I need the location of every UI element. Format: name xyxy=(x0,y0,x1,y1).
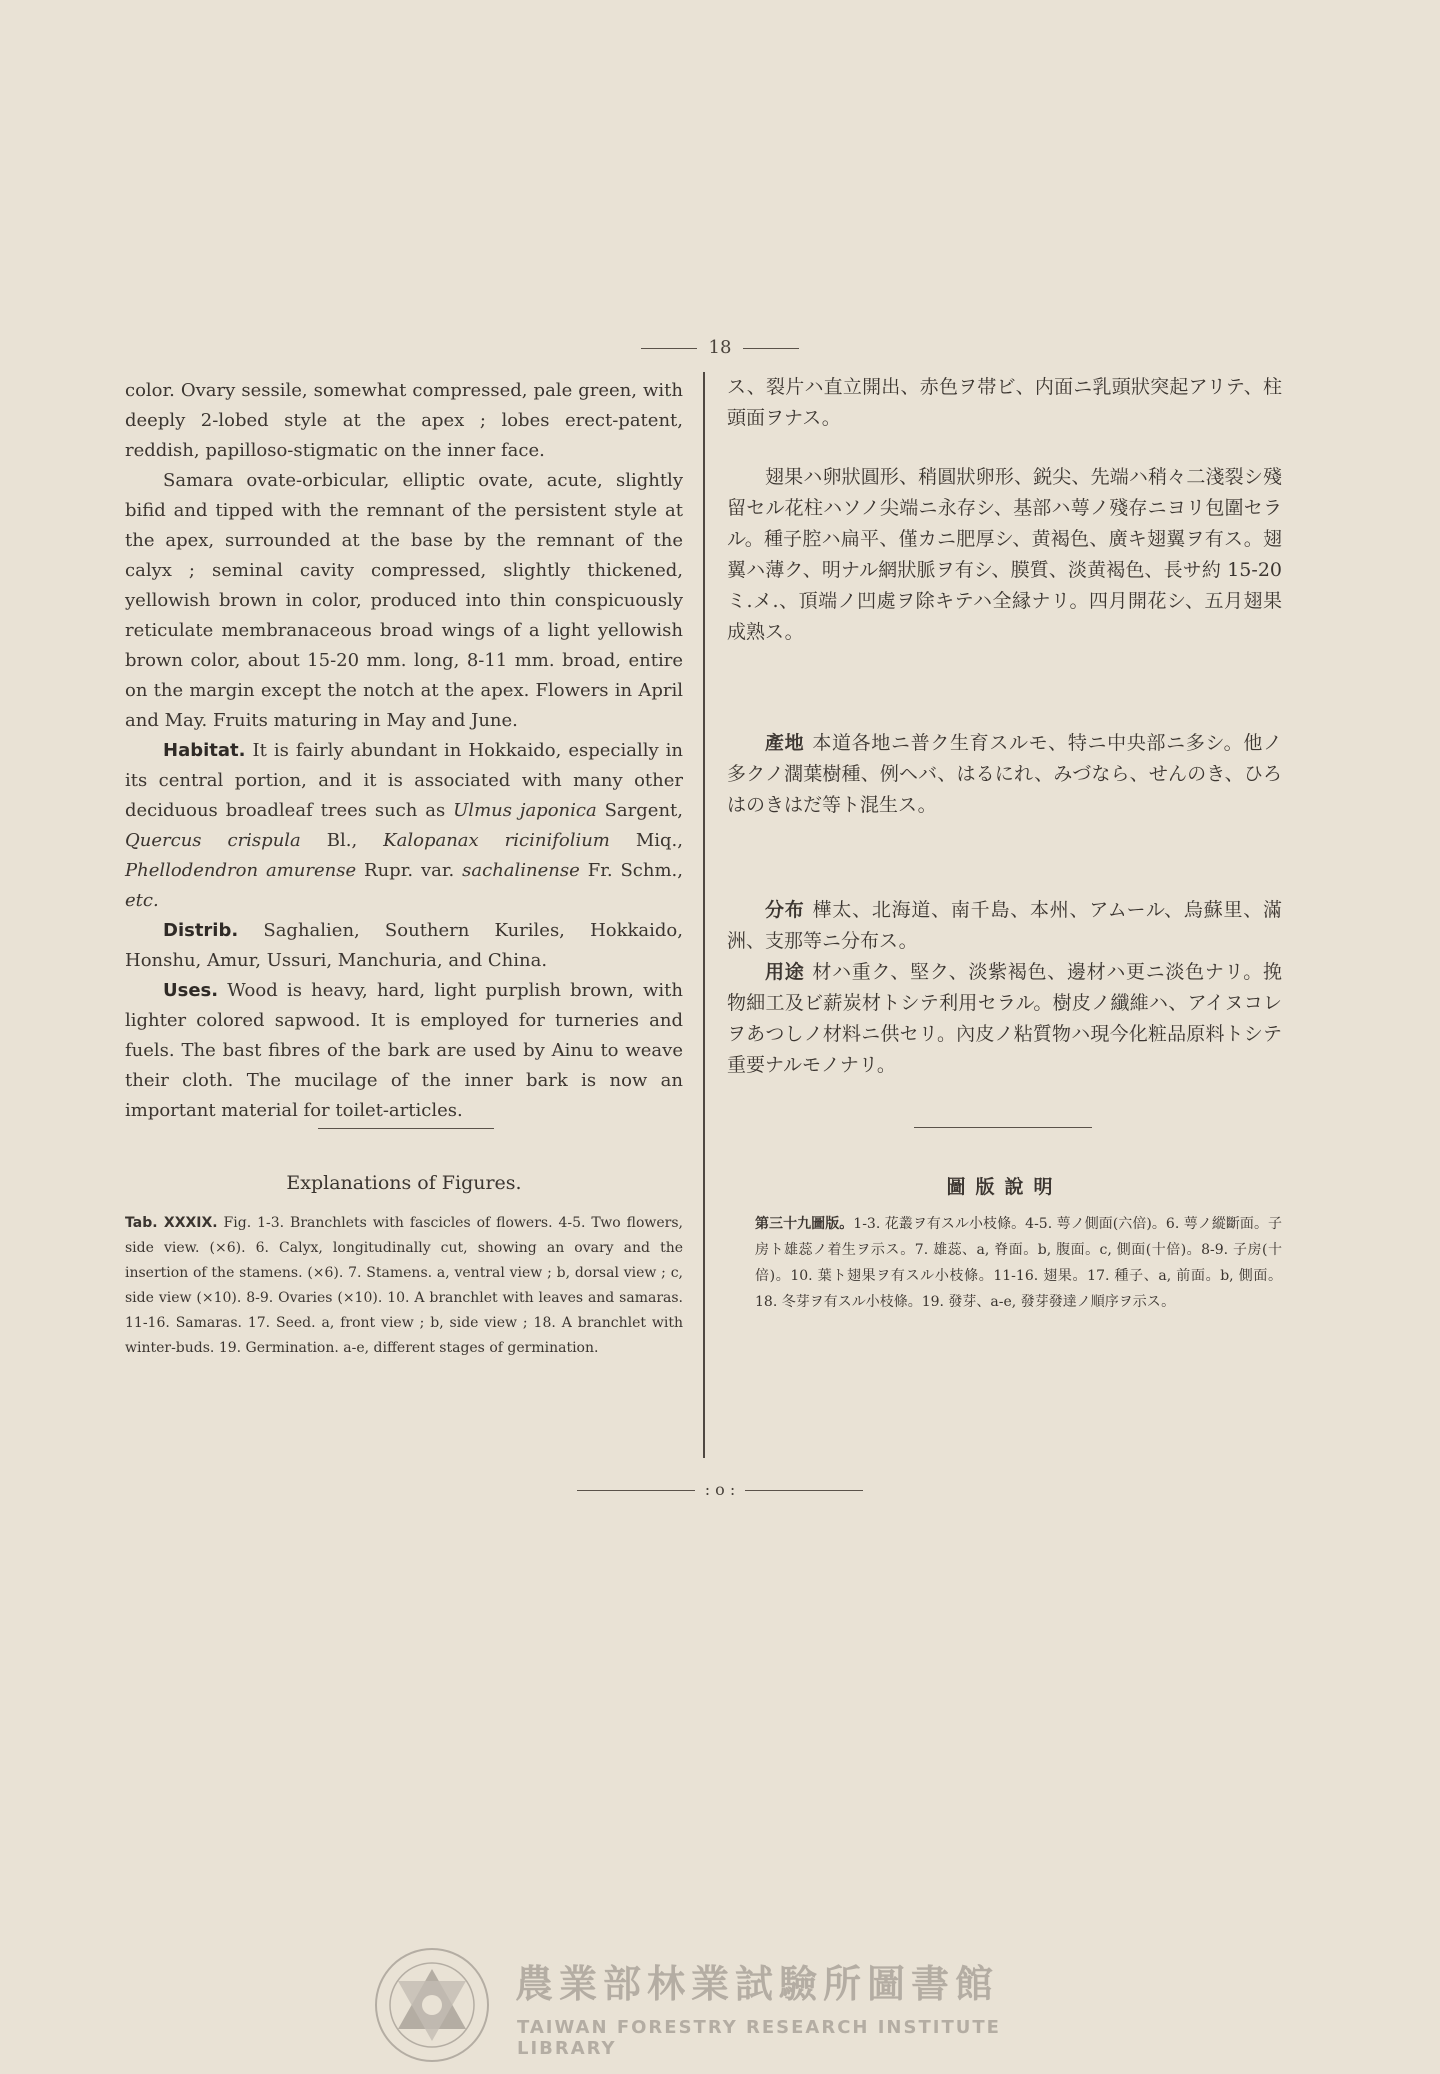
caption-jp-tab-label: 第三十九圖版。 xyxy=(755,1216,854,1232)
distrib-text: Saghalien, Southern Kuriles, Hokkaido, Honshu, Amur, Ussuri, Manchuria, and China. xyxy=(125,920,683,971)
figures-heading-japanese: 圖版說明 xyxy=(946,1176,1063,1198)
species-kalopanax: Kalopanax ricinifolium xyxy=(383,830,610,851)
section-rule-right xyxy=(914,1127,1092,1128)
uses-text: Wood is heavy, hard, light purplish brown, with lighter colored sapwood. It is employed for turneries and fuels. The bast fibres of the bark are used by Ainu to weave their cloth. The mucilage of the inner bark is now an important material for toilet-articles. xyxy=(125,980,683,1121)
english-paragraph-samara: Samara ovate-orbicular, elliptic ovate, acute, slightly bifid and tipped with the remnant of the persistent style at the apex, surrounded at the base by the remnant of the calyx ; seminal cavity compressed, slightly thickened, yellowish brown in color, produced into thin conspicuously reticulate membranaceous broad wings of a light yellowish brown color, about 15-20 mm. long, 8-11 mm. broad, entire on the margin except the notch at the apex. Flowers in April and May. Fruits maturing in May and June. xyxy=(125,470,683,731)
habitat-text-f: Fr. Schm., xyxy=(579,860,683,881)
caption-en-text: Fig. 1-3. Branchlets with fascicles of flowers. 4-5. Two flowers, side view. (×6). 6. Calyx, longitudinally cut, showing an ovary and the insertion of the stamens. (×6). 7. Stamens. a, ventral view ; b, dorsal view ; c, side view (×10). 8-9. Ovaries (×10). 10. A branchlet with leaves and samaras. 11-16. Samaras. 17. Seed. a, front view ; b, side view ; 18. A branchlet with winter-buds. 19. Germination. a-e, different stages of germination. xyxy=(125,1215,683,1356)
species-ulmus: Ulmus japonica xyxy=(453,800,597,821)
column-divider xyxy=(703,372,705,1458)
section-rule-left xyxy=(318,1128,494,1129)
japanese-paragraph-distrib xyxy=(727,895,1282,957)
page-number-text: 18 xyxy=(708,337,732,358)
habitat-text-d: Miq., xyxy=(609,830,684,851)
end-mark-rule-left xyxy=(577,1490,695,1491)
habitat-text-c: Bl., xyxy=(300,830,384,851)
species-quercus: Quercus crispula xyxy=(125,830,301,851)
library-watermark xyxy=(372,1945,1092,2065)
jp-uses-text: 材ハ重ク、堅ク、淡紫褐色、邊材ハ更ニ淡色ナリ。挽物細工及ビ薪炭材トシテ利用セラル。樹皮ノ纖維ハ、アイヌコレヲあつしノ材料ニ供セリ。內皮ノ粘質物ハ現今化粧品原料トシテ重要ナルモノナリ。 xyxy=(727,961,1282,1076)
uses-heading: Uses. xyxy=(163,980,219,1001)
watermark-chinese: 農業部林業試驗所圖書館 xyxy=(515,1962,1000,2006)
watermark-english: TAIWAN FORESTRY RESEARCH INSTITUTE LIBRARY xyxy=(517,2017,1001,2059)
japanese-paragraph-habitat xyxy=(727,728,1282,821)
japanese-paragraph-uses xyxy=(727,957,1282,1081)
jp-distrib-text: 樺太、北海道、南千島、本州、アムール、烏蘇里、滿洲、支那等ニ分布ス。 xyxy=(727,899,1282,952)
japanese-column xyxy=(727,372,1282,1081)
end-mark-rule-right xyxy=(745,1490,863,1491)
jp-habitat-heading: 產地 xyxy=(765,732,805,754)
english-paragraph-ovary: color. Ovary sessile, somewhat compressed, pale green, with deeply 2-lobed style at the apex ; lobes erect-patent, reddish, papilloso-stigmatic on the inner face. xyxy=(125,380,683,461)
english-column xyxy=(125,376,683,1126)
end-mark xyxy=(0,1480,1440,1499)
end-mark-text: : o : xyxy=(704,1480,736,1499)
species-phellodendron: Phellodendron amurense xyxy=(125,860,357,881)
species-etc: etc. xyxy=(125,890,159,911)
page-number-rule-right xyxy=(743,348,799,349)
habitat-text-e: Rupr. var. xyxy=(356,860,463,881)
habitat-text-a: It is fairly abundant in Hokkaido, especially in its central portion, and it is associated with many other deciduous broadleaf trees such as xyxy=(125,740,683,821)
figures-heading-english: Explanations of Figures. xyxy=(286,1172,522,1194)
english-paragraph-habitat xyxy=(125,736,683,916)
library-seal-icon xyxy=(372,1945,492,2065)
japanese-paragraph-samara: 翅果ハ卵狀圓形、稍圓狀卵形、鋭尖、先端ハ稍々二淺裂シ殘留セル花柱ハソノ尖端ニ永存シ、基部ハ萼ノ殘存ニヨリ包圍セラル。種子腔ハ扁平、僅カニ肥厚シ、黄褐色、廣キ翅翼ヲ有ス。翅翼ハ薄ク、明ナル網狀脈ヲ有シ、膜質、淡黄褐色、長サ約 15-20 ミ.メ.、頂端ノ凹處ヲ除キテハ全縁ナリ。四月開花シ、五月翅果成熟ス。 xyxy=(727,466,1282,643)
page-number xyxy=(0,337,1440,358)
jp-uses-heading: 用途 xyxy=(765,961,805,983)
distrib-heading: Distrib. xyxy=(163,920,239,941)
english-paragraph-uses xyxy=(125,976,683,1126)
jp-distrib-heading: 分布 xyxy=(765,899,805,921)
figure-caption-english xyxy=(125,1211,683,1361)
page-number-rule-left xyxy=(641,348,697,349)
english-paragraph-distrib xyxy=(125,916,683,976)
japanese-paragraph-ovary: ス、裂片ハ直立開出、赤色ヲ帯ビ、内面ニ乳頭狀突起アリテ、柱頭面ヲナス。 xyxy=(727,376,1282,429)
jp-habitat-text: 本道各地ニ普ク生育スルモ、特ニ中央部ニ多シ。他ノ多クノ濶葉樹種、例ヘバ、はるにれ、みづなら、せんのき、ひろはのきはだ等ト混生ス。 xyxy=(727,732,1282,816)
species-variety: sachalinense xyxy=(462,860,580,881)
caption-jp-text: 1-3. 花叢ヲ有スル小枝條。4-5. 萼ノ側面(六倍)。6. 萼ノ縱斷面。子房ト雄蕊ノ着生ヲ示ス。7. 雄蕊、a, 脊面。b, 腹面。c, 側面(十倍)。8-9. 子房(十倍)。10. 葉ト翅果ヲ有スル小枝條。11-16. 翅果。17. 種子、a, 前面。b, 側面。18. 冬芽ヲ有スル小枝條。19. 發芽、a-e, 發芽發達ノ順序ヲ示ス。 xyxy=(755,1216,1283,1310)
figure-caption-japanese xyxy=(755,1211,1282,1315)
habitat-text-b: Sargent, xyxy=(596,800,683,821)
caption-tab-label: Tab. XXXIX. xyxy=(125,1215,218,1231)
habitat-heading: Habitat. xyxy=(163,740,246,761)
